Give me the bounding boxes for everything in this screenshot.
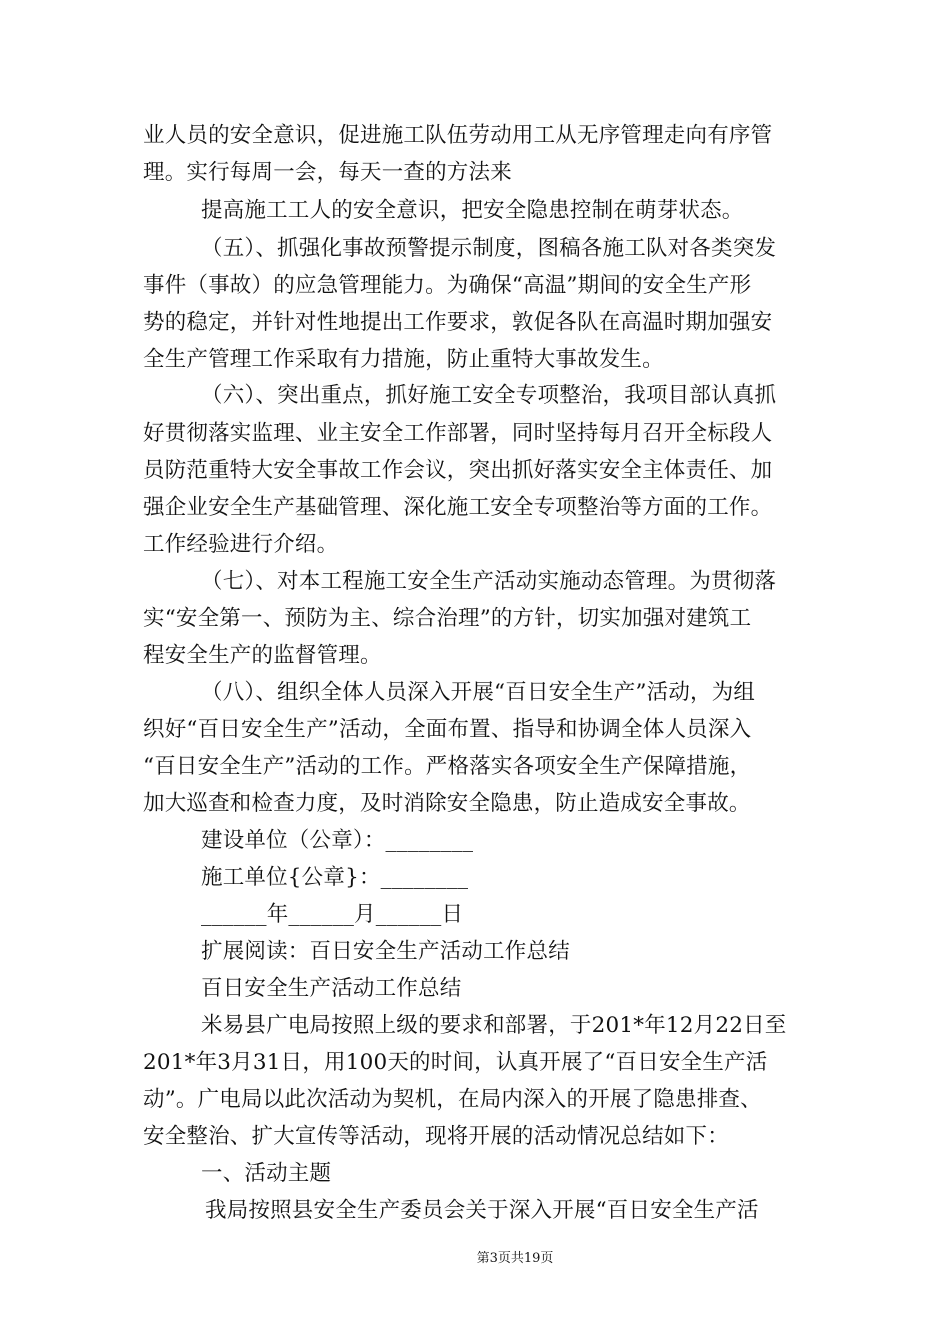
text-line: （五）、抓强化事故预警提示制度，图稿各施工队对各类突发 [201,236,777,261]
signature-line-builder: 建设单位（公章）：________ [201,828,474,853]
text-line: “百日安全生产”活动的工作。严格落实各项安全生产保障措施， [143,754,752,779]
text-line: 提高施工工人的安全意识，把安全隐患控制在萌芽状态。 [201,198,744,223]
extended-reading-heading: 扩展阅读：百日安全生产活动工作总结 [201,939,570,964]
subsection-heading: 一、活动主题 [201,1161,332,1186]
text-line: 米易县广电局按照上级的要求和部署，于201*年12月22日至 [201,1013,787,1038]
text-line: （七）、对本工程施工安全生产活动实施动态管理。为贯彻落 [201,569,777,594]
text-line: 工作经验进行介绍。 [143,532,339,557]
text-line: 织好“百日安全生产”活动，全面布置、指导和协调全体人员深入 [143,717,752,742]
text-line: 事件（事故）的应急管理能力。为确保“高温”期间的安全生产形 [143,273,752,298]
signature-line-contractor: 施工单位{公章}：________ [201,865,469,890]
page-number: 第3页共19页 [476,1251,554,1266]
section-title: 百日安全生产活动工作总结 [201,976,462,1001]
text-line: 好贯彻落实监理、业主安全工作部署，同时坚持每月召开全标段人 [143,421,773,446]
text-line: 实“安全第一、预防为主、综合治理”的方针，切实加强对建筑工 [143,606,752,631]
text-line: （八）、组织全体人员深入开展“百日安全生产”活动，为组 [201,680,756,705]
text-line: 加大巡查和检查力度，及时消除安全隐患，防止造成安全事故。 [143,791,751,816]
date-line: ______年______月______日 [201,902,464,927]
text-line: （六）、突出重点，抓好施工安全专项整治，我项目部认真抓 [201,383,777,408]
text-line: 业人员的安全意识，促进施工队伍劳动用工从无序管理走向有序管 [143,123,773,148]
text-line: 程安全生产的监督管理。 [143,643,382,668]
text-line: 201*年3月31日，用100天的时间，认真开展了“百日安全生产活 [143,1050,768,1075]
text-line: 我局按照县安全生产委员会关于深入开展“百日安全生产活 [205,1198,759,1223]
text-line: 员防范重特大安全事故工作会议，突出抓好落实安全主体责任、加 [143,458,773,483]
text-line: 动”。广电局以此次活动为契机，在局内深入的开展了隐患排查、 [143,1087,762,1112]
text-line: 强企业安全生产基础管理、深化施工安全专项整治等方面的工作。 [143,495,773,520]
text-line: 理。实行每周一会，每天一查的方法来 [143,160,512,185]
text-line: 势的稳定，并针对性地提出工作要求，敦促各队在高温时期加强安 [143,310,773,335]
text-line: 安全整治、扩大宣传等活动，现将开展的活动情况总结如下： [143,1124,729,1149]
text-line: 全生产管理工作采取有力措施，防止重特大事故发生。 [143,347,664,372]
